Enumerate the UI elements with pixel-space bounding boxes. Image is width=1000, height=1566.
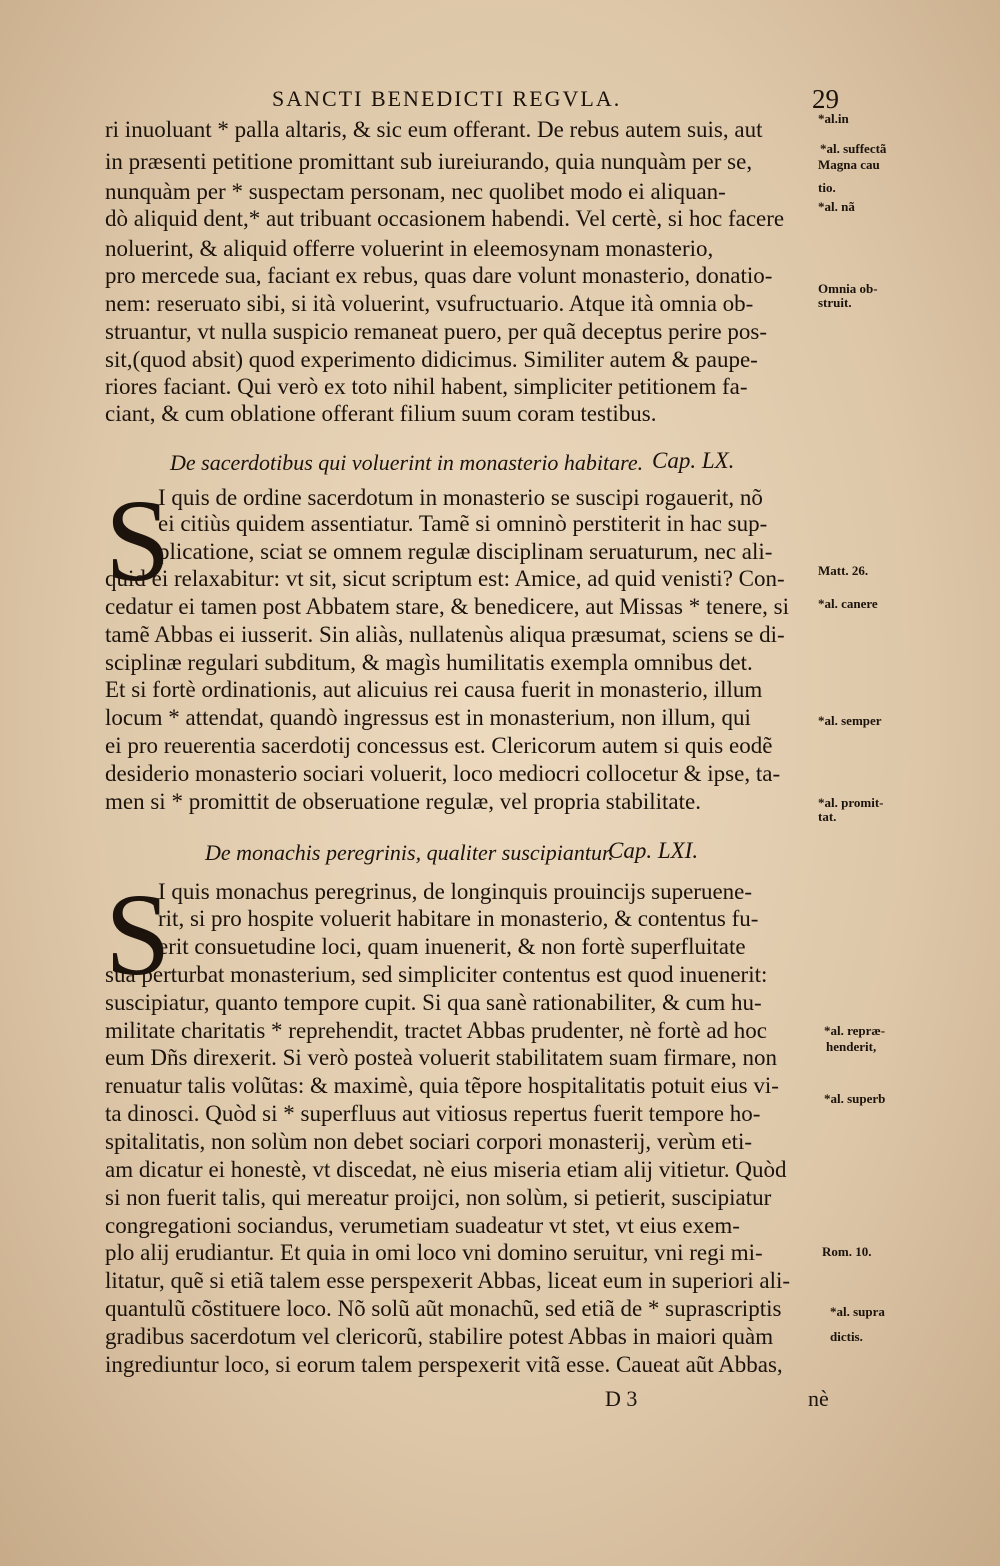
text-line: am dicatur ei honestè, vt discedat, nè eius miseria etiam alij vitietur. Quòd [105,1157,787,1182]
margin-note: Matt. 26. [818,563,869,578]
margin-note: dictis. [830,1329,863,1344]
text-line: ta dinosci. Quòd si * superfluus aut vitiosus repertus fuerit tempore ho- [105,1101,761,1126]
text-line: litatur, quẽ si etiã talem esse perspexerit Abbas, liceat eum in superiori ali- [105,1268,791,1293]
text-line: cedatur ei tamen post Abbatem stare, & benedicere, aut Missas * tenere, si [105,594,790,619]
text-line: Et si fortè ordinationis, aut alicuius rei causa fuerit in monasterio, illum [105,677,763,702]
text-line: spitalitatis, non solùm non debet sociari corpori monasterij, verùm eti- [105,1129,753,1154]
text-line: quid ei relaxabitur: vt sit, sicut scriptum est: Amice, ad quid venisti? Con- [105,566,785,591]
chapter-60-number: Cap. LX. [652,448,735,473]
text-line: sua perturbat monasterium, sed simpliciter contentus est quod inuenerit: [105,962,768,987]
signature-mark: D 3 [605,1386,638,1411]
margin-note: Rom. 10. [822,1244,872,1259]
text-line: ciant, & cum oblatione offerant filium suum coram testibus. [105,401,657,426]
folio-number: 29 [812,84,839,114]
margin-note: *al. suffectã [820,141,887,156]
margin-note: *al. repræ- [824,1023,886,1038]
text-line: riores faciant. Qui verò ex toto nihil habent, simpliciter petitionem fa- [105,374,748,399]
text-line: ri inuoluant * palla altaris, & sic eum offerant. De rebus autem suis, aut [105,117,763,142]
margin-note: *al. canere [818,596,878,611]
margin-note: struit. [818,295,852,310]
text-line: si non fuerit talis, qui mereatur proijci, non solùm, si petierit, suscipiatur [105,1185,772,1210]
margin-note: *al. superb [824,1091,886,1106]
text-line: rit, si pro hospite voluerit habitare in monasterio, & contentus fu- [158,906,759,931]
text-line: suscipiatur, quanto tempore cupit. Si qua sanè rationabiliter, & cum hu- [105,990,762,1015]
text-line: plo alij erudiantur. Et quia in omi loco vni domino seruitur, vni regi mi- [105,1240,763,1265]
text-line: men si * promittit de obseruatione regulæ, vel propria stabilitate. [105,789,701,814]
text-line: ei citiùs quidem assentiatur. Tamẽ si omninò perstiterit in hac sup- [158,511,768,536]
chapter-60-heading: De sacerdotibus qui voluerint in monasterio habitare. [170,450,644,475]
text-line: dò aliquid dent,* aut tribuant occasionem habendi. Vel certè, si hoc facere [105,206,785,231]
margin-note: *al. nã [818,199,855,214]
margin-note: tat. [818,809,837,824]
text-line: erit consuetudine loci, quam inuenerit, & non fortè superfluitate [158,934,746,959]
text-line: sciplinæ regulari subditum, & magìs humilitatis exempla omnibus det. [105,650,753,675]
text-line: ei pro reuerentia sacerdotij concessus est. Clericorum autem si quis eodẽ [105,733,773,758]
margin-note: *al. supra [830,1304,885,1319]
margin-note: Magna cau [818,157,880,172]
margin-note: tio. [818,180,836,195]
text-line: desiderio monasterio sociari voluerit, loco mediocri collocetur & ipse, ta- [105,761,781,786]
text-line: sit,(quod absit) quod experimento didicimus. Similiter autem & paupe- [105,347,758,372]
text-line: militate charitatis * reprehendit, tractet Abbas prudenter, nè fortè ad hoc [105,1018,767,1043]
text-line: congregationi sociandus, verumetiam suadeatur vt stet, vt eius exem- [105,1213,740,1238]
text-line: gradibus sacerdotum vel clericorũ, stabilire potest Abbas in maiori quàm [105,1324,774,1349]
text-line: struantur, vt nulla suspicio remaneat puero, per quã deceptus perire pos- [105,319,768,344]
text-line: I quis monachus peregrinus, de longinquis prouincijs superuene- [158,879,753,904]
text-line: pro mercede sua, faciant ex rebus, quas dare volunt monasterio, donatio- [105,263,773,288]
text-line: tamẽ Abbas ei iusserit. Sin aliàs, nullatenùs aliqua præsumat, sciens se di- [105,622,785,647]
margin-note: henderit, [826,1039,877,1054]
text-line: eum Dñs direxerit. Si verò posteà voluerit stabilitatem suam firmare, non [105,1045,777,1070]
margin-note: *al.in [818,111,849,126]
text-line: renuatur talis volũtas: & maximè, quia tẽpore hospitalitatis potuit eius vi- [105,1073,779,1098]
text-line: ingrediuntur loco, si eorum talem perspexerit vitã esse. Caueat aũt Abbas, [105,1352,783,1377]
text-line: nem: reseruato sibi, si ità voluerint, vsufructuario. Atque ità omnia ob- [105,291,754,316]
text-line: quantulũ cõstituere loco. Nõ solũ aũt monachũ, sed etiã de * suprascriptis [105,1296,782,1321]
catchword: nè [808,1386,829,1411]
text-line: noluerint, & aliquid offerre voluerint in eleemosynam monasterio, [105,236,714,261]
chapter-60-dropcap: S [105,475,171,606]
margin-note: *al. promit- [818,795,884,810]
margin-note: Omnia ob- [818,281,878,296]
margin-note: *al. semper [818,713,882,728]
chapter-61-dropcap: S [105,869,171,1000]
chapter-61-number: Cap. LXI. [608,838,699,863]
text-line: I quis de ordine sacerdotum in monasterio se suscipi rogauerit, nõ [158,485,763,510]
text-line: nunquàm per * suspectam personam, nec quolibet modo ei aliquan- [105,179,726,204]
running-title: SANCTI BENEDICTI REGVLA. [272,86,622,111]
chapter-61-heading: De monachis peregrinis, qualiter suscipiantur. [205,840,614,865]
text-line: plicatione, sciat se omnem regulæ disciplinam seruaturum, nec ali- [158,539,773,564]
text-line: in præsenti petitione promittant sub iureiurando, quia nunquàm per se, [105,149,753,174]
text-line: locum * attendat, quandò ingressus est in monasterium, non illum, qui [105,705,751,730]
